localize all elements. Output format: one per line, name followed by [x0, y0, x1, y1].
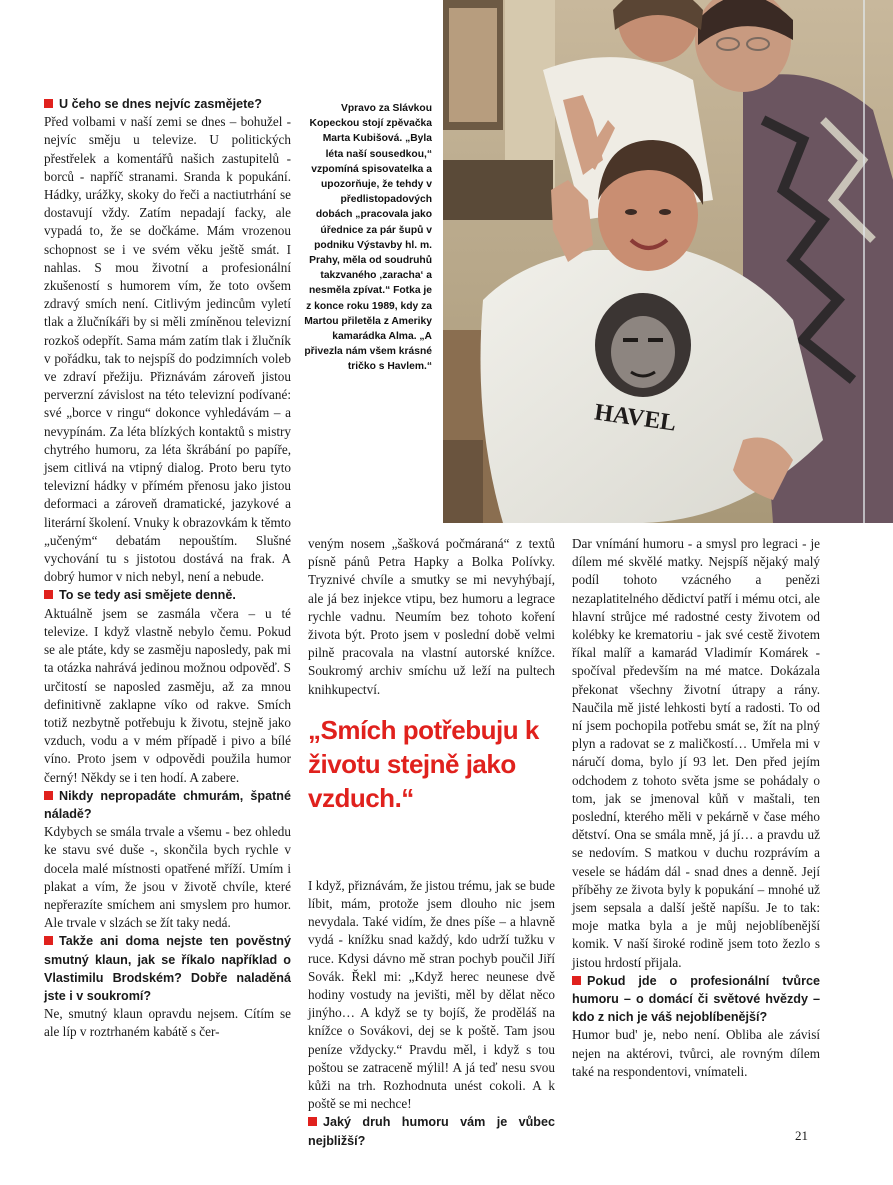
photo-caption: Vpravo za Slávkou Kopeckou stojí zpěvačka Marta Kubišová. „Byla léta naší sousedkou,“ vzpomíná spisovatelka a upozorňuje, že tehdy v předlistopadových dobách „pracovala jako úřednice za pár šupů v podniku Výstavby hl. m. Prahy, měla od soudruhů takzvaného ‚zaracha‘ a nesměla zpívat.“ Fotka je z konce roku 1989, kdy za Martou přiletěla z Ameriky kamarádka Alma. „A přivezla nám všem krásné tričko s Havlem.“ [304, 103, 432, 373]
red-square-bullet-icon [44, 590, 53, 599]
interview-answer: I když, přiznávám, že jistou trému, jak se bude líbit, mám, protože jsem dlouho nic jsem nevydala. Také vidím, že dnes píše – a hlavně vydá - knížku snad každý, kdo udrží tužku v ruce. Kdysi dávno mě stran pochyb poučil Jiří Sovák. Řekl mi: „Když herec neunese dvě hodiny vostudy na jevišti, měl by dělat něco jinýho… A když se ty bojíš, že proděláš na knížce o Sovákovi, dej se k poště. Tam jsou peníze vždycky.“ Pravdu měl, i když s tou poštou se zatraceně mýlil! A já teď nesu svou kůži na trh. Rozhodnuta unést cokoli. A k poště se mi nechce! [308, 877, 555, 1112]
article-column-2 [308, 535, 555, 1150]
red-square-bullet-icon [572, 976, 581, 985]
interview-question [44, 95, 291, 113]
interview-answer: Aktuálně jsem se zasmála včera – u té televize. I když vlastně nebylo čemu. Pokud se ale ptáte, kdy se zasměju naposledy, pak mi ta otázka nahrává jedinou možnou odpověď. S určitostí se naposled zasměju, až za mnou definitivně zaklapne víko od rakve. Smích totiž nezbytně potřebuju k životu, stejně jako vzduch, vodu a v mém případě i pivo a bílé víno. Proto jsem v odpovědi použila humor černý! Někdy se i ten hodí. A zabere. [44, 605, 291, 785]
red-square-bullet-icon [308, 1117, 317, 1126]
article-column-3 [572, 535, 820, 1081]
red-square-bullet-icon [44, 936, 53, 945]
interview-answer: Kdybych se smála trvale a všemu - bez ohledu ke stavu své duše -, skončila bych rychle v docela malé místnosti opatřené mříží. Umím i plakat a vím, že jsou v životě chvíle, které nepřerazíte smíchem ani smyslem pro humor. Ale trvale v slzách se žít taky nedá. [44, 824, 291, 931]
interview-answer: veným nosem „šašková počmáraná“ z textů písně pánů Petra Hapky a Bolka Polívky. Tryznivé chvíle a smutky se mi nevyhýbají, ale já bez injekce vtipu, bez humoru a legrace rychle vadnu. Neumím bez tohoto koření života být. Proto jsem v poslední době velmi pilně pracovala na vlastní autorské knížce. Soukromý archiv smíchu už leží na pultech knihkupectví. [308, 536, 555, 697]
pull-quote: „Smích potřebuju k životu stejně jako vzduch.“ [308, 715, 539, 813]
question-text: Jaký druh humoru vám je vůbec nejbližší? [308, 1115, 555, 1148]
question-text: To se tedy asi smějete denně. [59, 588, 236, 603]
interview-question [44, 932, 291, 1005]
question-text: Nikdy nepropadáte chmurám, špatné náladě? [44, 788, 291, 821]
photo-three-women [443, 0, 893, 523]
shirt-havel-text: HAVEL [592, 399, 678, 437]
interview-question [572, 972, 820, 1027]
interview-answer: Humor bud' je, nebo není. Obliba ale závisí nejen na aktérovi, tvůrci, ale rovným dílem také na respondentovi, vnímateli. [572, 1027, 820, 1079]
article-column-1 [44, 95, 291, 1042]
interview-question [308, 1113, 555, 1149]
interview-answer: Ne, smutný klaun opravdu nejsem. Cítím se ale líp v roztrhaném kabátě s čer- [44, 1006, 291, 1040]
interview-answer: Dar vnímání humoru - a smysl pro legraci - je dílem mé skvělé matky. Nejspíš nějaký malý podíl tohoto vzácného a penězi nezaplatitelného dědictví patří i mému otci, ale hlavní strůjce mé radostné cesty životem od kolébky ke krematoriu - jak své cestě životem říkal malíř a kamarád Vladimír Komárek - spočíval především na mé matce. Dokázala překonat všechny životní útrapy a rány. Naučila mě jisté lehkosti bytí a radosti. To od ní jsem pochopila potřebu smát se, žít na plný plyn a radovat se z maličkostí… Umřela mi v náručí doma, bylo jí 93 let. Den před jejím odchodem z tohoto světa jsme se pohádaly o tom, jak se jmenoval kůň v maštali, ten poslední, kterého měli v pekárně v čase mého dětství. Ona se smála mně, já jí… a pravdu už se nedovím. S matkou v duchu rozprávím a vesele se hádám dál - snad dnes a denně. Její příběhy ze života byly k popukání – mnohé už jsem sepsala a další ještě napíšu. Je to tak: moje matka byla a je můj nejoblíbenější komik. V naší široké rodině jsem toto žezlo s jistou hrdostí přijala. [572, 536, 820, 970]
page-number: 21 [795, 1128, 808, 1143]
question-text: U čeho se dnes nejvíc zasmějete? [59, 97, 262, 111]
question-text: Takže ani doma nejste ten pověstný smutný klaun, jak se říkalo například o Vlastimilu Brodském? Dobře naladěná jste i v soukromí? [44, 934, 291, 1003]
question-text: Pokud jde o profesionální tvůrce humoru – o domácí či světové hvězdy – kdo z nich je váš nejoblíbenější? [572, 973, 820, 1025]
interview-question [44, 787, 291, 823]
red-square-bullet-icon [44, 791, 53, 800]
interview-question [44, 586, 291, 604]
red-square-bullet-icon [44, 99, 53, 108]
interview-answer: Před volbami v naší zemi se dnes – bohužel - nejvíc směju u televize. U politických přestřelek a komentářů našich zastupitelů - borců - napříč stranami. Sranda k popukání. Hádky, urážky, skoky do řeči a nactiutrhání se dostavují vždy. Zatím nepadají facky, ale vypadá to, že se dočkáme. Mám vrozenou schopnost se i ve svém věku ještě smát. I nahlas. S mou životní a profesionální zkušeností s humorem vím, že toto ovšem zdravý smích není. Citlivým jedincům vyletí tlak a žlučníkáři by si měli zmíněnou televizní rozkoš odepřít. Sama mám zatím tlak i žlučník v pořádku, tak to nejspíš do podzimních voleb ve zdraví přežiju. Přiznávám zároveň jistou perverzní závislost na této televizní podívané: své „borce v ringu“ dokonce vyhledávám – a nevypínám. Za léta blízkých kontaktů s mistry chytrého humoru, za léta škrábání po papíře, jsem citlivá na vtipný dialog. Proto beru tyto televizní hádky v přímém přenosu jako jistou deformaci a zároveň dramatické, jazykové a literární školení. Vnuky k obrazovkám k těmto „učeným“ debatám nepouštím. Slušné vychování tu s jistotou dostává na frak. A dobrý humor v nich nebyl, není a nebude. [44, 114, 291, 585]
